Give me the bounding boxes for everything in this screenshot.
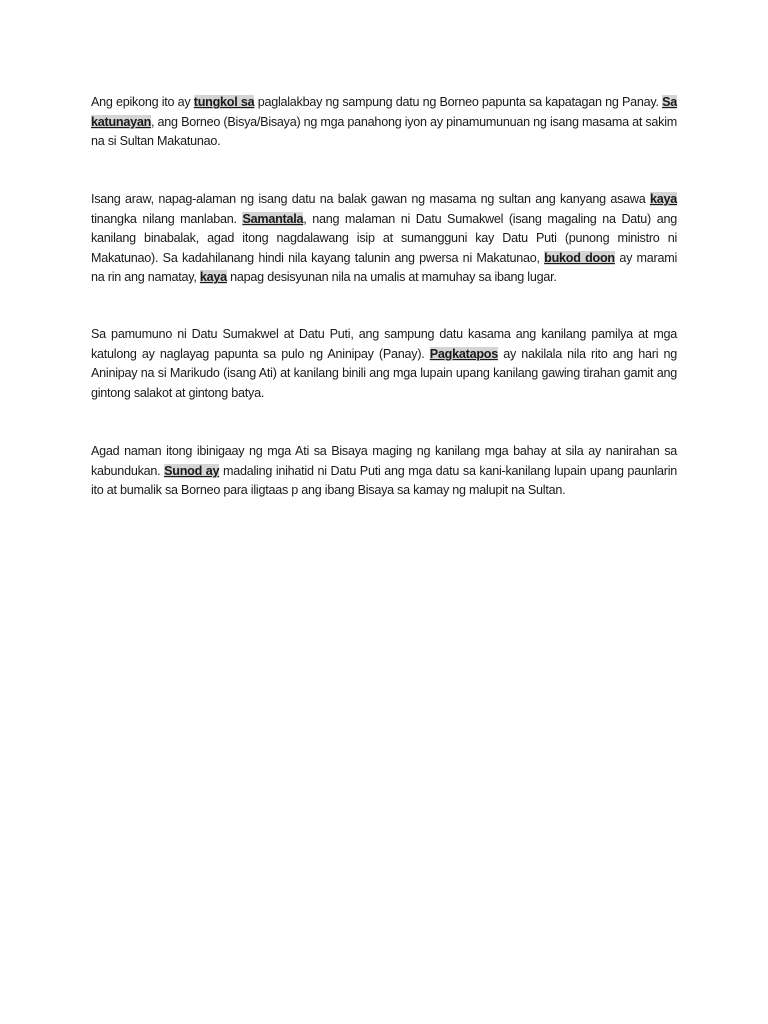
text-segment: , nang malaman ni Datu Sumakwel (isang magaling na Datu) ang kanilang binabalak, agad itong nagdalawang isip at sumangguni kay Datu Puti (punong ministro ni Makatunao). Sa kadahilanang hindi nila kayang talunin ang pwersa ni Makatunao, <box>91 211 677 265</box>
text-segment: Agad naman itong ibinigaay ng mga Ati sa Bisaya maging ng kanilang mga bahay at sila ay nanirahan sa kabundukan. <box>91 444 677 478</box>
paragraph-2 <box>91 190 677 288</box>
text-segment: paglalakbay ng sampung datu ng Borneo papunta sa kapatagan ng Panay. <box>254 95 663 109</box>
text-segment: madaling inihatid ni Datu Puti ang mga datu sa kani-kanilang lupain upang paunlarin ito at bumalik sa Borneo para iligtaas p ang ibang Bisaya sa kamay ng malupit na Sultan. <box>91 463 677 498</box>
text-segment: ay nakilala nila rito ang hari ng Aninipay na si Marikudo (isang Ati) at kanilang binili ang mga lupain upang kanilang gawing tirahan gamit ang gintong salakot at gintong batya. <box>91 346 677 400</box>
text-segment: Isang araw, napag-alaman ng isang datu na balak gawan ng masama ng sultan ang kanyang asawa <box>91 192 650 206</box>
keyword-samantala: Samantala <box>242 211 304 226</box>
paragraph-1 <box>91 93 677 152</box>
keyword-bukod-doon: bukod doon <box>544 250 615 265</box>
keyword-sunod-ay: Sunod ay <box>164 463 220 478</box>
keyword-pagkatapos: Pagkatapos <box>429 346 498 361</box>
keyword-kaya: kaya <box>199 270 227 285</box>
text-segment: tinangka nilang manlaban. <box>91 211 243 226</box>
text-segment: napag desisyunan nila na umalis at mamuhay sa ibang lugar. <box>226 270 557 285</box>
paragraph-3 <box>91 325 677 403</box>
text-segment: Ang epikong ito ay <box>91 95 194 109</box>
paragraph-4 <box>91 442 677 501</box>
keyword-kaya: kaya <box>649 192 677 206</box>
text-segment: ay marami na rin ang namatay, <box>91 250 678 285</box>
text-segment: , ang Borneo (Bisya/Bisaya) ng mga panahong iyon ay pinamumunuan ng isang masama at sakim na si Sultan Makatunao. <box>91 114 677 149</box>
keyword-sa-katunayan: Sa katunayan <box>91 95 677 129</box>
text-segment: Sa pamumuno ni Datu Sumakwel at Datu Puti, ang sampung datu kasama ang kanilang pamilya at mga katulong ay naglayag papunta sa pulo ng Aninipay (Panay). <box>91 327 677 361</box>
keyword-tungkol-sa: tungkol sa <box>193 95 255 109</box>
